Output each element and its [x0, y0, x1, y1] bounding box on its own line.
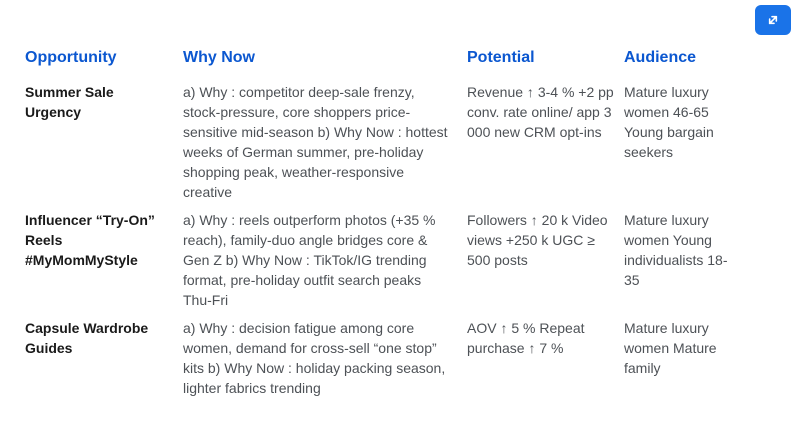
cell-why-now: a) Why : competitor deep-sale frenzy, stock-pressure, core shoppers price-sensitive mid-season b) Why Now : hottest weeks of German summer, pre-holiday shopping peak, weather-responsive creative — [183, 84, 448, 200]
column-header-audience: Audience — [624, 49, 697, 66]
cell-why-now: a) Why : decision fatigue among core women, demand for cross-sell “one stop” kits b) Why Now : holiday packing season, lighter fabrics trending — [183, 320, 446, 396]
cell-potential: AOV ↑ 5 % Repeat purchase ↑ 7 % — [467, 320, 585, 356]
column-header-opportunity: Opportunity — [25, 49, 117, 66]
column-header-potential: Potential — [467, 49, 535, 66]
opportunity-table — [25, 47, 797, 406]
cell-opportunity: Summer Sale Urgency — [25, 84, 114, 120]
cell-audience: Mature luxury women Young individualists 18-35 — [624, 212, 728, 288]
cell-opportunity: Capsule Wardrobe Guides — [25, 320, 149, 356]
cell-why-now: a) Why : reels outperform photos (+35 % reach), family-duo angle bridges core & Gen Z b) Why Now : TikTok/IG trending format, pre-holiday outfit search peaks Thu-Fri — [183, 212, 436, 308]
cell-opportunity: Influencer “Try-On” Reels #MyMomMyStyle — [25, 212, 155, 268]
cell-potential: Revenue ↑ 3-4 % +2 pp conv. rate online/ app 3 000 new CRM opt-ins — [467, 84, 614, 140]
column-header-why-now: Why Now — [183, 49, 255, 66]
cell-audience: Mature luxury women 46-65 Young bargain seekers — [624, 84, 714, 160]
cell-audience: Mature luxury women Mature family — [624, 320, 717, 376]
expand-diagonal-icon — [765, 12, 781, 28]
expand-button[interactable] — [755, 5, 791, 35]
cell-potential: Followers ↑ 20 k Video views +250 k UGC ≥ 500 posts — [467, 212, 608, 268]
